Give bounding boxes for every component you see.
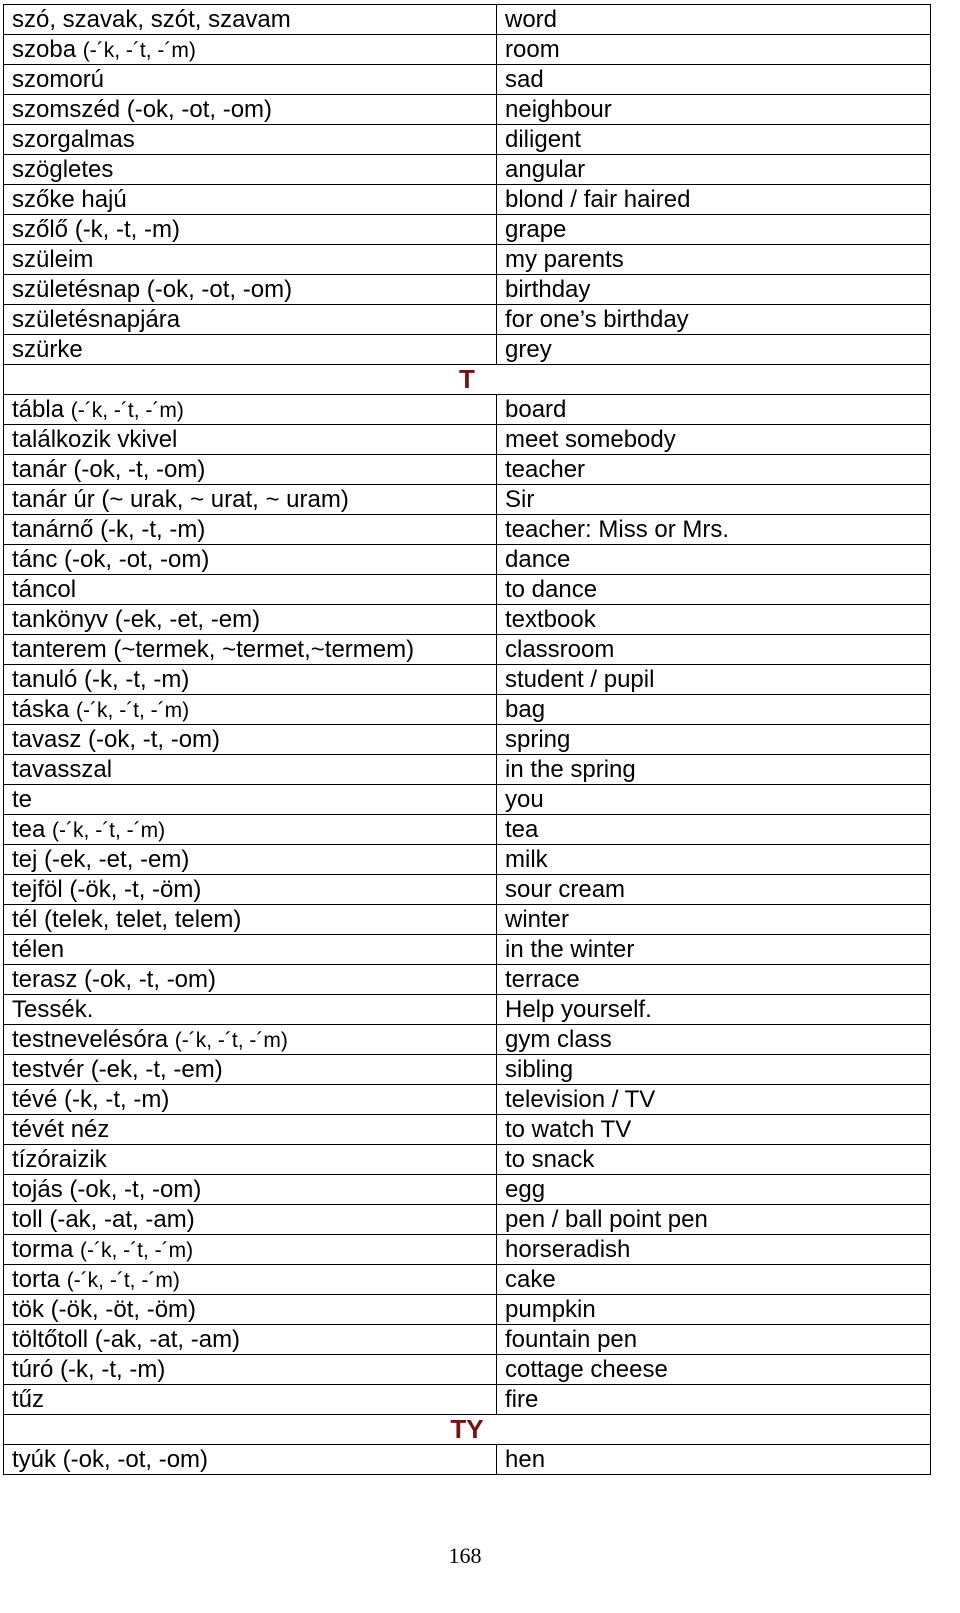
english-translation: television / TV [497, 1085, 931, 1115]
hungarian-term-cell [4, 185, 497, 215]
vocab-row [4, 215, 931, 245]
hungarian-term-cell [4, 875, 497, 905]
english-translation: spring [497, 725, 931, 755]
vocab-row [4, 665, 931, 695]
hungarian-term: tízóraizik [12, 1146, 107, 1173]
vocab-row [4, 995, 931, 1025]
vocab-row [4, 875, 931, 905]
hungarian-term-cell [4, 1145, 497, 1175]
hungarian-term-cell [4, 725, 497, 755]
hungarian-term-cell [4, 1025, 497, 1055]
page-number: 168 [448, 1543, 482, 1568]
hungarian-term-cell [4, 1235, 497, 1265]
vocab-row [4, 1385, 931, 1415]
english-translation: teacher: Miss or Mrs. [497, 515, 931, 545]
english-translation: neighbour [497, 95, 931, 125]
english-translation: milk [497, 845, 931, 875]
english-translation: pumpkin [497, 1295, 931, 1325]
hungarian-term: torma [12, 1235, 74, 1263]
hungarian-term-cell [4, 5, 497, 35]
hungarian-term-cell [4, 545, 497, 575]
hungarian-term: toll (-ak, -at, -am) [12, 1206, 195, 1233]
english-translation: textbook [497, 605, 931, 635]
vocab-row [4, 1085, 931, 1115]
vocab-row [4, 1175, 931, 1205]
hungarian-term-cell [4, 635, 497, 665]
english-translation: to watch TV [497, 1115, 931, 1145]
english-translation: Help yourself. [497, 995, 931, 1025]
hungarian-term: tea [12, 815, 46, 843]
vocab-row [4, 455, 931, 485]
letter-section-row [4, 1415, 931, 1445]
vocab-row [4, 695, 931, 725]
hungarian-term: tűz [12, 1386, 45, 1413]
english-translation: blond / fair haired [497, 185, 931, 215]
vocab-row [4, 185, 931, 215]
hungarian-suffixes: (-´k, -´t, -´m) [70, 398, 184, 422]
hungarian-term-cell [4, 215, 497, 245]
english-translation: hen [497, 1445, 931, 1475]
vocab-row [4, 125, 931, 155]
vocab-row [4, 815, 931, 845]
english-translation: classroom [497, 635, 931, 665]
hungarian-term: Tessék. [12, 996, 94, 1023]
hungarian-term: táska [12, 695, 70, 723]
hungarian-term: te [12, 786, 33, 813]
hungarian-suffixes: (-´k, -´t, -´m) [82, 38, 196, 62]
hungarian-term: születésnap (-ok, -ot, -om) [12, 276, 293, 303]
english-translation: horseradish [497, 1235, 931, 1265]
hungarian-term-cell [4, 1205, 497, 1235]
hungarian-term-cell [4, 485, 497, 515]
english-translation: to snack [497, 1145, 931, 1175]
hungarian-term-cell [4, 155, 497, 185]
vocab-row [4, 845, 931, 875]
hungarian-term: szoba [12, 35, 77, 63]
hungarian-term: torta [12, 1265, 61, 1293]
hungarian-term-cell [4, 95, 497, 125]
english-translation: sad [497, 65, 931, 95]
vocab-row [4, 965, 931, 995]
hungarian-term: szó, szavak, szót, szavam [12, 6, 291, 33]
english-translation: dance [497, 545, 931, 575]
vocab-row [4, 605, 931, 635]
letter-section-row [4, 365, 931, 395]
hungarian-term: tojás (-ok, -t, -om) [12, 1176, 202, 1203]
english-translation: angular [497, 155, 931, 185]
english-translation: in the winter [497, 935, 931, 965]
vocab-row [4, 1025, 931, 1055]
vocab-row [4, 545, 931, 575]
hungarian-term-cell [4, 395, 497, 425]
vocab-row [4, 335, 931, 365]
hungarian-term-cell [4, 455, 497, 485]
english-translation: to dance [497, 575, 931, 605]
vocab-row [4, 635, 931, 665]
hungarian-suffixes: (-´k, -´t, -´m) [80, 1238, 194, 1262]
vocab-row [4, 1235, 931, 1265]
vocab-row [4, 485, 931, 515]
hungarian-term-cell [4, 845, 497, 875]
section-letter-heading: TY [4, 1415, 931, 1445]
hungarian-term: szürke [12, 336, 83, 363]
vocab-row [4, 155, 931, 185]
hungarian-term-cell [4, 425, 497, 455]
vocab-row [4, 1295, 931, 1325]
english-translation: student / pupil [497, 665, 931, 695]
english-translation: board [497, 395, 931, 425]
hungarian-term: tévé (-k, -t, -m) [12, 1086, 170, 1113]
hungarian-term: tánc (-ok, -ot, -om) [12, 546, 210, 573]
english-translation: winter [497, 905, 931, 935]
english-translation: sibling [497, 1055, 931, 1085]
hungarian-term-cell [4, 515, 497, 545]
english-translation: diligent [497, 125, 931, 155]
hungarian-term-cell [4, 755, 497, 785]
vocab-row [4, 1115, 931, 1145]
hungarian-term: tök (-ök, -öt, -öm) [12, 1296, 197, 1323]
hungarian-term: tábla [12, 395, 65, 423]
english-translation: grape [497, 215, 931, 245]
english-translation: meet somebody [497, 425, 931, 455]
vocab-row [4, 275, 931, 305]
vocab-row [4, 785, 931, 815]
vocab-row [4, 95, 931, 125]
hungarian-term-cell [4, 245, 497, 275]
hungarian-term-cell [4, 275, 497, 305]
hungarian-term-cell [4, 1295, 497, 1325]
vocab-row [4, 935, 931, 965]
hungarian-term-cell [4, 905, 497, 935]
vocab-row [4, 515, 931, 545]
english-translation: room [497, 35, 931, 65]
hungarian-suffixes: (-´k, -´t, -´m) [76, 698, 190, 722]
hungarian-term: szőke hajú [12, 186, 127, 213]
vocab-row [4, 1265, 931, 1295]
english-translation: Sir [497, 485, 931, 515]
hungarian-term: szüleim [12, 246, 94, 273]
hungarian-term: táncol [12, 576, 77, 603]
hungarian-term: testnevelésóra [12, 1025, 169, 1053]
english-translation: gym class [497, 1025, 931, 1055]
hungarian-term-cell [4, 785, 497, 815]
hungarian-term: tyúk (-ok, -ot, -om) [12, 1446, 209, 1473]
vocabulary-table [3, 4, 931, 1475]
english-translation: fountain pen [497, 1325, 931, 1355]
hungarian-term: tej (-ek, -et, -em) [12, 846, 190, 873]
vocab-row [4, 5, 931, 35]
hungarian-term: tanár úr (~ urak, ~ urat, ~ uram) [12, 486, 349, 513]
vocab-row [4, 425, 931, 455]
hungarian-term: töltőtoll (-ak, -at, -am) [12, 1326, 241, 1353]
english-translation: grey [497, 335, 931, 365]
hungarian-term: találkozik vkivel [12, 426, 178, 453]
hungarian-term-cell [4, 1355, 497, 1385]
english-translation: pen / ball point pen [497, 1205, 931, 1235]
hungarian-term-cell [4, 935, 497, 965]
vocab-row [4, 245, 931, 275]
hungarian-term-cell [4, 575, 497, 605]
hungarian-term: tejföl (-ök, -t, -öm) [12, 876, 202, 903]
english-translation: cake [497, 1265, 931, 1295]
hungarian-term: tanárnő (-k, -t, -m) [12, 516, 206, 543]
vocab-row [4, 1205, 931, 1235]
vocabulary-table-body [4, 5, 931, 1475]
english-translation: birthday [497, 275, 931, 305]
english-translation: bag [497, 695, 931, 725]
vocab-row [4, 1445, 931, 1475]
vocab-row [4, 1145, 931, 1175]
english-translation: you [497, 785, 931, 815]
hungarian-term: tanár (-ok, -t, -om) [12, 456, 206, 483]
vocab-row [4, 1325, 931, 1355]
hungarian-term: tanuló (-k, -t, -m) [12, 666, 190, 693]
hungarian-suffixes: (-´k, -´t, -´m) [52, 818, 166, 842]
hungarian-term-cell [4, 335, 497, 365]
hungarian-term-cell [4, 605, 497, 635]
hungarian-term: túró (-k, -t, -m) [12, 1356, 166, 1383]
hungarian-term-cell [4, 1265, 497, 1295]
hungarian-term: tavasz (-ok, -t, -om) [12, 726, 221, 753]
english-translation: sour cream [497, 875, 931, 905]
vocab-row [4, 35, 931, 65]
hungarian-term-cell [4, 665, 497, 695]
vocab-row [4, 575, 931, 605]
hungarian-term: tévét néz [12, 1116, 110, 1143]
vocab-row [4, 905, 931, 935]
hungarian-term-cell [4, 1385, 497, 1415]
hungarian-term: tanterem (~termek, ~termet,~termem) [12, 636, 415, 663]
hungarian-term: télen [12, 936, 65, 963]
hungarian-term-cell [4, 35, 497, 65]
vocab-row [4, 725, 931, 755]
english-translation: terrace [497, 965, 931, 995]
hungarian-term: születésnapjára [12, 306, 181, 333]
vocab-row [4, 395, 931, 425]
english-translation: egg [497, 1175, 931, 1205]
hungarian-term: terasz (-ok, -t, -om) [12, 966, 217, 993]
hungarian-term-cell [4, 305, 497, 335]
hungarian-term-cell [4, 1055, 497, 1085]
english-translation: cottage cheese [497, 1355, 931, 1385]
hungarian-term: tél (telek, telet, telem) [12, 906, 242, 933]
hungarian-term: szögletes [12, 156, 114, 183]
hungarian-term: testvér (-ek, -t, -em) [12, 1056, 223, 1083]
hungarian-suffixes: (-´k, -´t, -´m) [174, 1028, 288, 1052]
english-translation: my parents [497, 245, 931, 275]
english-translation: in the spring [497, 755, 931, 785]
hungarian-term: szomorú [12, 66, 105, 93]
vocab-row [4, 1055, 931, 1085]
english-translation: tea [497, 815, 931, 845]
english-translation: teacher [497, 455, 931, 485]
hungarian-term-cell [4, 695, 497, 725]
hungarian-term-cell [4, 1085, 497, 1115]
hungarian-term-cell [4, 125, 497, 155]
section-letter-heading: T [4, 365, 931, 395]
hungarian-term-cell [4, 65, 497, 95]
vocab-row [4, 1355, 931, 1385]
hungarian-term-cell [4, 965, 497, 995]
hungarian-term-cell [4, 1115, 497, 1145]
hungarian-term: szomszéd (-ok, -ot, -om) [12, 96, 273, 123]
hungarian-term-cell [4, 1325, 497, 1355]
hungarian-term: szorgalmas [12, 126, 135, 153]
hungarian-term-cell [4, 1175, 497, 1205]
hungarian-suffixes: (-´k, -´t, -´m) [66, 1268, 180, 1292]
hungarian-term: szőlő (-k, -t, -m) [12, 216, 180, 243]
vocab-row [4, 755, 931, 785]
hungarian-term-cell [4, 995, 497, 1025]
english-translation: fire [497, 1385, 931, 1415]
english-translation: for one’s birthday [497, 305, 931, 335]
hungarian-term: tavasszal [12, 756, 113, 783]
vocab-row [4, 65, 931, 95]
english-translation: word [497, 5, 931, 35]
hungarian-term: tankönyv (-ek, -et, -em) [12, 606, 261, 633]
hungarian-term-cell [4, 1445, 497, 1475]
vocab-row [4, 305, 931, 335]
hungarian-term-cell [4, 815, 497, 845]
